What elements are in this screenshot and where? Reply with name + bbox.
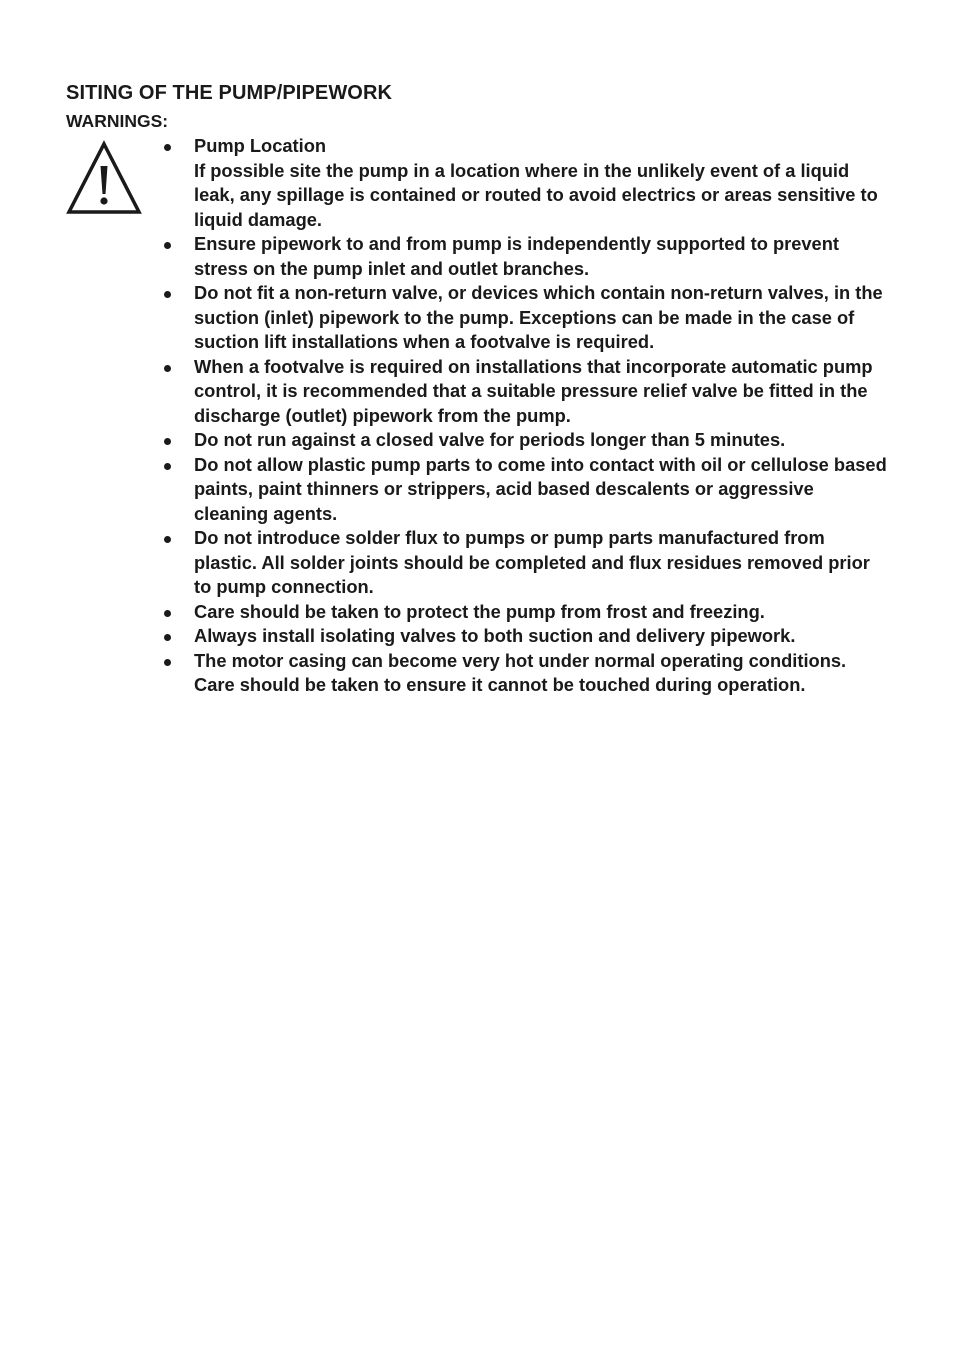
list-item (160, 526, 890, 600)
list-item (160, 232, 890, 281)
item-text: Care should be taken to protect the pump from frost and freezing. (194, 600, 765, 622)
list-item (160, 134, 890, 232)
bullet (164, 536, 171, 543)
item-text: Do not introduce solder flux to pumps or pump parts manufactured from plastic. All solder joints should be completed and flux residues removed prior to pump connection. (194, 527, 870, 597)
item-heading: Pump Location (194, 135, 327, 156)
bullet (164, 463, 171, 470)
bullet (164, 610, 171, 617)
item-text: Do not allow plastic pump parts to come into contact with oil or cellulose based paints, paint thinners or strippers, acid based descalents or aggressive cleaning agents. (194, 453, 887, 524)
warnings-list (160, 134, 890, 698)
page-title: SITING OF THE PUMP/PIPEWORK (66, 82, 393, 104)
list-item (160, 624, 890, 649)
list-item (160, 281, 890, 355)
list-item (160, 649, 890, 698)
list-item (160, 428, 890, 453)
item-text: The motor casing can become very hot under normal operating conditions. Care should be taken to ensure it cannot be touched during operation. (194, 649, 847, 695)
bullet (164, 659, 171, 666)
bullet (164, 634, 171, 641)
bullet (164, 365, 171, 372)
item-text: When a footvalve is required on installations that incorporate automatic pump control, it is recommended that a suitable pressure relief valve be fitted in the discharge (outlet) pipework from the pump. (194, 355, 873, 426)
list-item (160, 453, 890, 527)
warnings-heading: WARNINGS: (66, 111, 169, 131)
bullet (164, 144, 171, 151)
bullet (164, 438, 171, 445)
list-item (160, 600, 890, 625)
item-text: Ensure pipework to and from pump is independently supported to prevent stress on the pump inlet and outlet branches. (194, 233, 839, 279)
bullet (164, 291, 171, 298)
item-text: Always install isolating valves to both suction and delivery pipework. (194, 625, 796, 646)
item-text: If possible site the pump in a location where in the unlikely event of a liquid leak, any spillage is contained or routed to avoid electrics or areas sensitive to liquid damage. (194, 159, 878, 230)
warning-triangle-icon (66, 140, 142, 216)
list-item (160, 355, 890, 429)
bullet (164, 242, 171, 249)
item-text: Do not run against a closed valve for periods longer than 5 minutes. (194, 429, 786, 450)
item-text: Do not fit a non-return valve, or devices which contain non-return valves, in the suction (inlet) pipework to the pump. Exceptions can be made in the case of suction lift installations when a footvalve is required. (194, 282, 883, 352)
